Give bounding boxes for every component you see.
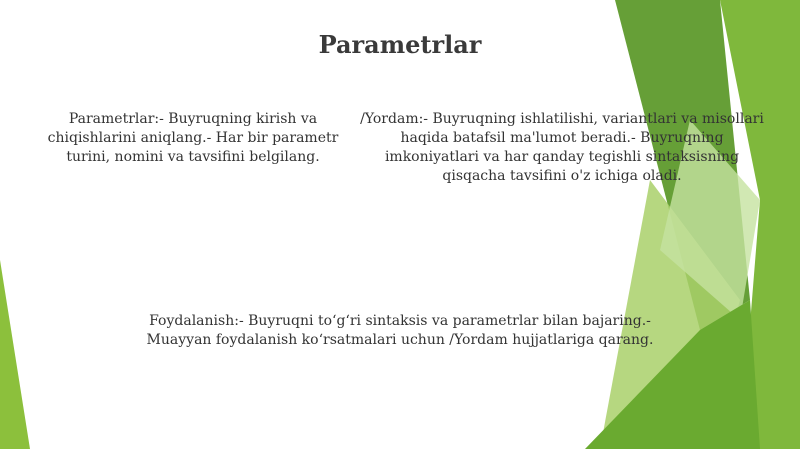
yordam-text: /Yordam:- Buyruqning ishlatilishi, variantlari va misollari haqida batafsil ma'lumot beradi.- Buyruqning imkoniyatlari va har qanday tegishli sintaksisning qisqacha tavsifini o'z ichiga oladi. (360, 111, 764, 184)
foydalanish-text: Foydalanish:- Buyruqni to‘g‘ri sintaksis va parametrlar bilan bajaring.- Muayyan foydalanish ko‘rsatmalari uchun /Yordam hujjatlariga qarang. (146, 313, 654, 348)
parametrlar-text: Parametrlar:- Buyruqning kirish va chiqishlarini aniqlang.- Har bir parametr turini, nomini va tavsifini belgilang. (47, 111, 339, 165)
left-edge-green-shape (0, 260, 30, 449)
slide-title: Parametrlar (318, 30, 482, 59)
